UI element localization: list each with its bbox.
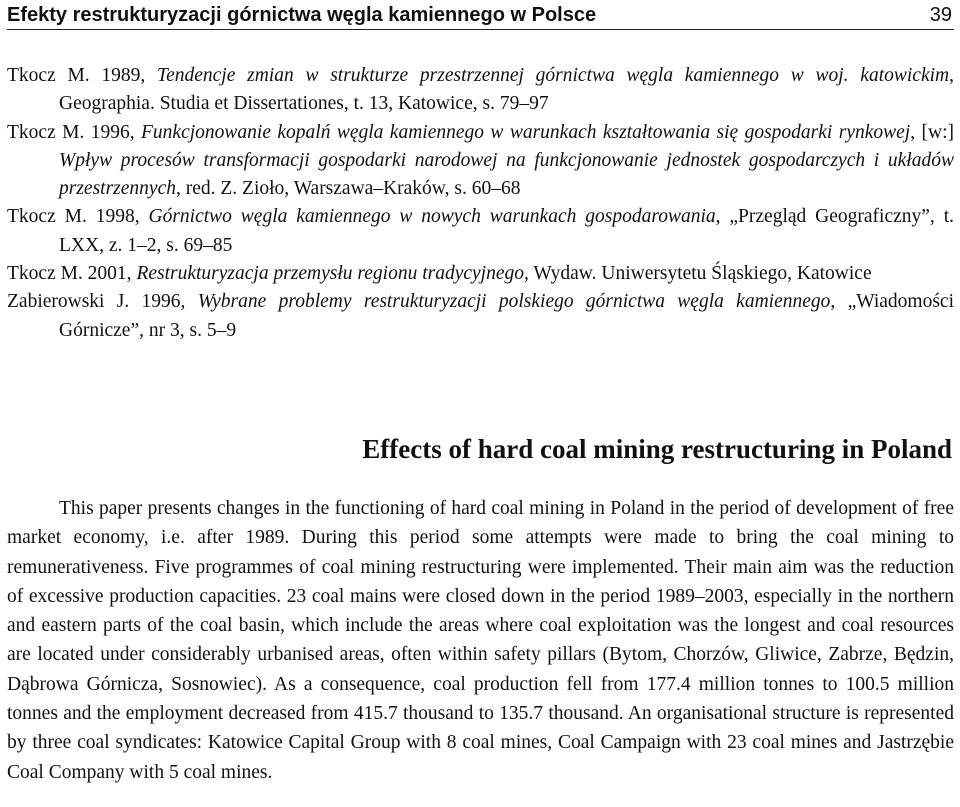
english-summary-text: This paper presents changes in the functioning of hard coal mining in Poland in the period of development of free market economy, i.e. after 1989. During this period some attempts were made to bring the coal mining to remunerativeness. Five programmes of coal mining restructuring were implemented. Their main aim was the reduction of excessive production capacities. 23 coal mains were closed down in the period 1989–2003, especially in the northern and eastern parts of the coal basin, which include the areas where coal exploitation was the longest and coal resources are located under considerably urbanised areas, often within safety pillars (Bytom, Chorzów, Gliwice, Zabrze, Będzin, Dąbrowa Górnicza, Sosnowiec). As a consequence, coal production fell from 177.4 million tonnes to 100.5 million tonnes and the employment decreased from 415.7 thousand to 135.7 thousand. An organisational structure is represented by three coal syndicates: Katowice Capital Group with 8 coal mines, Coal Campaign with 23 coal mines and Jastrzębie Coal Company with 5 coal mines. [7,498,954,783]
reference-item: Zabierowski J. 1996, Wybrane problemy restrukturyzacji polskiego górnictwa węgla kamiennego, „Wiadomości Górnicze”, nr 3, s. 5–9 [7,291,954,341]
reference-item: Tkocz M. 1996, Funkcjonowanie kopalń węgla kamiennego w warunkach kształtowania się gospodarki rynkowej, [w:] Wpływ procesów transformacji gospodarki narodowej na funkcjonowanie jednostek gospodarczych i układów przestrzennych, red. Z. Zioło, Warszawa–Kraków, s. 60–68 [7,121,954,200]
running-header [7,3,954,30]
reference-list [7,62,954,345]
page-number: 39 [929,4,952,26]
reference-item: Tkocz M. 2001, Restrukturyzacja przemysłu regionu tradycyjnego, Wydaw. Uniwersytetu Śląskiego, Katowice [7,263,872,285]
english-summary-title: Effects of hard coal mining restructuring in Poland [362,434,952,464]
running-header-title: Efekty restrukturyzacji górnictwa węgla kamiennego w Polsce [7,4,597,26]
page [7,0,954,807]
reference-item: Tkocz M. 1998, Górnictwo węgla kamiennego w nowych warunkach gospodarowania, „Przegląd Geograficzny”, t. LXX, z. 1–2, s. 69–85 [7,206,954,256]
reference-item: Tkocz M. 1989, Tendencje zmian w strukturze przestrzennej górnictwa węgla kamiennego w woj. katowickim, Geographia. Studia et Dissertationes, t. 13, Katowice, s. 79–97 [7,65,954,115]
